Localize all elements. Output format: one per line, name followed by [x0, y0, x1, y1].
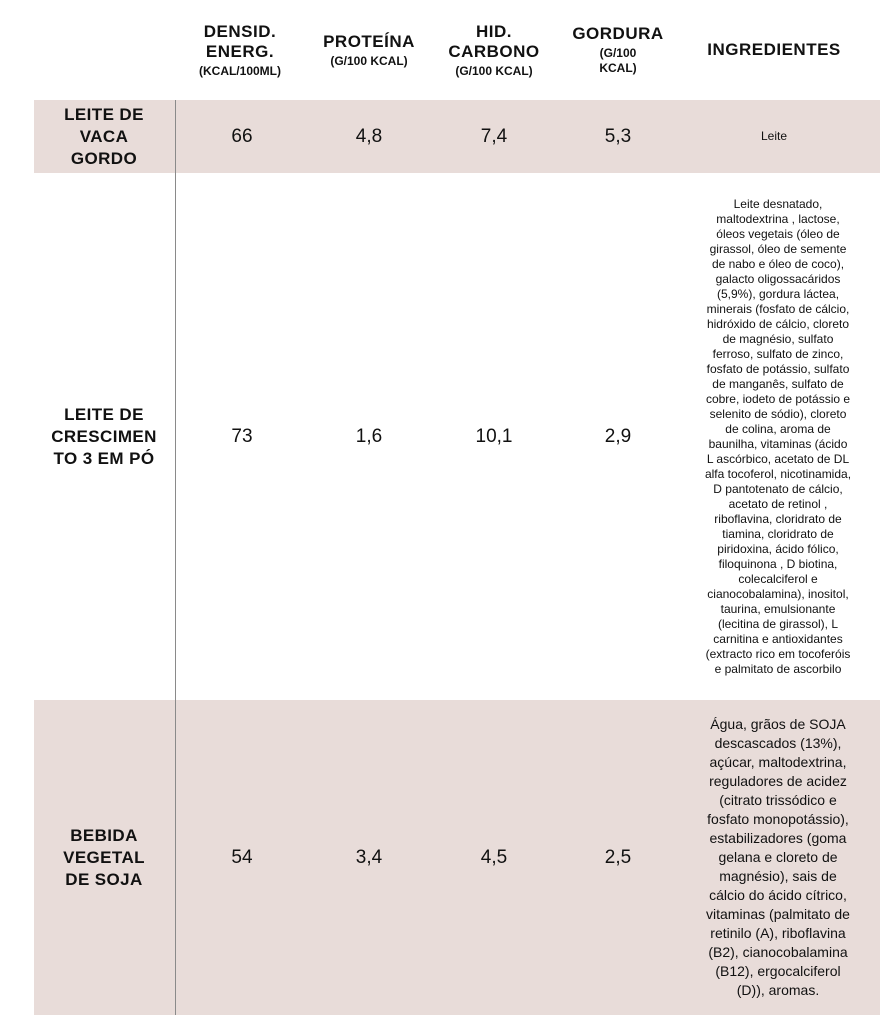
fat-value: 2,9	[604, 425, 632, 447]
ingredients-cell	[676, 173, 880, 700]
carbohydrate-value: 7,4	[480, 125, 508, 147]
header-energy-density-unit: (KCAL/100ML)	[198, 63, 281, 78]
table-header	[0, 0, 896, 100]
protein-value: 1,6	[355, 425, 383, 447]
ingredients-cell	[680, 700, 876, 1015]
ingredients-text: Leite desnatado, maltodextrina , lactose, óleos vegetais (óleo de girassol, óleo de semente de nabo e óleo de coco), galacto oligossacáridos (5,9%), gordura láctea, minerais (fosfato de cálcio, hidróxido de cálcio, cloreto de magnésio, sulfato ferroso, sulfato de zinco, fosfato de potássio, sulfato de manganês, sulfato de cobre, iodeto de potássio e selenito de sódio), cloreto de colina, aroma de baunilha, vitaminas (ácido L ascórbico, acetato de DL alfa tocoferol, nicotinamida, D pantotenato de cálcio, acetato de retinol , riboflavina, cloridrato de tiamina, cloridrato de piridoxina, ácido fólico, filoquinona , D biotina, colecalciferol e cianocobalamina), inositol, taurina, emulsionante (lecitina de girassol), L carnitina e antioxidantes (extracto rico em tocoferóis e palmitato de ascorbilo	[704, 196, 852, 676]
header-protein-label: PROTEÍNA	[323, 31, 415, 51]
ingredients-text: Água, grãos de SOJA descascados (13%), açúcar, maltodextrina, reguladores de acidez (citrato trissódico e fosfato monopotássio), estabilizadores (goma gelana e cloreto de magnésio), sais de cálcio do ácido cítrico, vitaminas (palmitato de retinilo (A), riboflavina (B2), cianocobalamina (B12), ergocalciferol (D)), aromas.	[706, 716, 850, 998]
table-row-soy-drink	[34, 700, 880, 1015]
table-row-growing-up-milk	[34, 173, 880, 700]
table-row-whole-cow-milk	[34, 100, 880, 173]
row-name-cell	[34, 173, 174, 700]
energy-density-value: 73	[231, 425, 253, 447]
protein-value: 4,8	[355, 125, 383, 147]
header-ingredients	[686, 0, 862, 100]
ingredients-cell	[686, 100, 862, 173]
ingredients-text: Leite	[760, 129, 788, 143]
header-fat	[556, 0, 680, 100]
carbohydrate-value: 10,1	[475, 425, 513, 447]
row-name: BEBIDA VEGETAL DE SOJA	[63, 825, 145, 889]
header-protein-unit: (G/100 KCAL)	[330, 53, 408, 68]
header-carbohydrate	[432, 0, 556, 100]
energy-density-value: 66	[231, 125, 253, 147]
header-carbohydrate-label: HID. CARBONO	[448, 21, 540, 61]
row-name: LEITE DE VACA GORDO	[64, 104, 144, 168]
header-energy-density-label: DENSID. ENERG.	[203, 21, 277, 61]
fat-value: 5,3	[604, 125, 632, 147]
header-energy-density	[178, 0, 302, 100]
protein-value: 3,4	[355, 846, 383, 868]
header-protein	[306, 0, 432, 100]
carbohydrate-value: 4,5	[480, 846, 508, 868]
header-fat-label: GORDURA	[572, 24, 664, 43]
row-name-cell	[34, 700, 174, 1015]
header-carbohydrate-unit: (G/100 KCAL)	[455, 63, 533, 78]
energy-density-value: 54	[231, 846, 253, 868]
column-divider	[175, 100, 176, 1015]
fat-value: 2,5	[604, 846, 632, 868]
header-ingredients-label: INGREDIENTES	[707, 40, 841, 59]
row-name: LEITE DE CRESCIMEN TO 3 EM PÓ	[51, 404, 157, 468]
header-fat-unit: (G/100 KCAL)	[599, 46, 637, 75]
row-name-cell	[34, 100, 174, 173]
